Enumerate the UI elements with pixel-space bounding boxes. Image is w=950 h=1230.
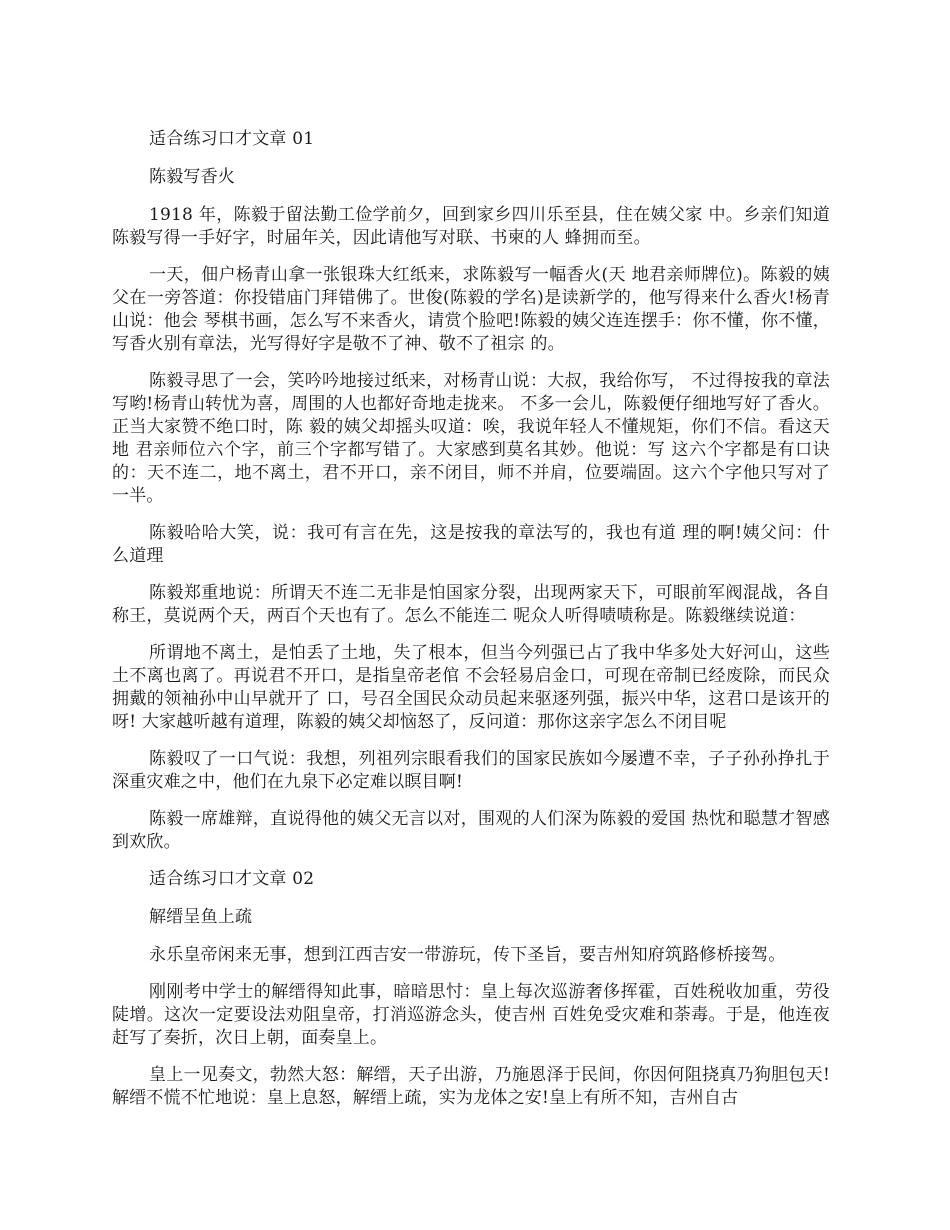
section-1-subheading: 陈毅写香火 <box>149 167 235 187</box>
paragraph: 陈毅寻思了一会，笑吟吟地接过纸来，对杨青山说：大叔，我给你写， 不过得按我的章法写哟!杨青山转忧为喜，周围的人也都好奇地走拢来。 不多一会儿，陈毅便仔细地写好了香火。正当大家赞不绝口时，陈 毅的姨父却摇头叹道：唉，我说年轻人不懂规矩，你们不信。看这天地 君亲师位六个字，前三个字都写错了。大家感到莫名其妙。他说：写 这六个字都是有口诀的：天不连二，地不离土，君不开口，亲不闭目，师不并肩，位要端固。这六个字他只写对了一半。 <box>112 371 830 506</box>
section-2-heading: 适合练习口才文章 02 <box>149 869 315 889</box>
section-2-subheading: 解缙呈鱼上疏 <box>149 907 253 927</box>
paragraph: 一天，佃户杨青山拿一张银珠大红纸来，求陈毅写一幅香火(天 地君亲师牌位)。陈毅的姨父在一旁答道：你投错庙门拜错佛了。世俊(陈毅的学名)是读新学的，他写得来什么香火!杨青山说：他会 琴棋书画，怎么写不来香火，请赏个脸吧!陈毅的姨父连连摆手：你不懂，你不懂，写香火别有章法，光写得好字是敬不了神、敬不了祖宗 的。 <box>112 265 830 354</box>
section-1-heading: 适合练习口才文章 01 <box>149 129 315 149</box>
paragraph: 陈毅叹了一口气说：我想，列祖列宗眼看我们的国家民族如今屡遭不幸，子子孙孙挣扎于深重灾难之中，他们在九泉下必定难以瞑目啊! <box>112 749 830 792</box>
paragraph: 陈毅哈哈大笑，说：我可有言在先，这是按我的章法写的，我也有道 理的啊!姨父问：什么道理 <box>112 523 830 566</box>
paragraph: 刚刚考中学士的解缙得知此事，暗暗思忖：皇上每次巡游奢侈挥霍，百姓税收加重，劳役陡增。这次一定要设法劝阻皇帝，打消巡游念头，使吉州 百姓免受灾难和荼毒。于是，他连夜赶写了奏折，次日上朝，面奏皇上。 <box>112 982 830 1048</box>
paragraph: 所谓地不离土，是怕丢了土地，失了根本，但当今列强已占了我中华多处大好河山，这些土不离也离了。再说君不开口，是指皇帝老倌 不会轻易启金口，可现在帝制已经废除，而民众拥戴的领袖孙中山早就开了 口，号召全国民众动员起来驱逐列强，振兴中华，这君口是该开的呀! 大家越听越有道理，陈毅的姨父却恼怒了，反问道：那你这亲字怎么不闭目呢 <box>112 643 830 732</box>
paragraph: 皇上一见奏文，勃然大怒：解缙，天子出游，乃施恩泽于民间，你因何阻挠真乃狗胆包天! 解缙不慌不忙地说：皇上息怒，解缙上疏，实为龙体之安!皇上有所不知，吉州自古 <box>112 1065 830 1108</box>
document-page <box>112 128 830 1124</box>
paragraph: 1918 年，陈毅于留法勤工俭学前夕，回到家乡四川乐至县，住在姨父家 中。乡亲们知道陈毅写得一手好字，时届年关，因此请他写对联、书柬的人 蜂拥而至。 <box>112 205 830 248</box>
paragraph: 陈毅一席雄辩，直说得他的姨父无言以对，围观的人们深为陈毅的爱国 热忱和聪慧才智感到欢欣。 <box>112 809 830 852</box>
paragraph: 陈毅郑重地说：所谓天不连二无非是怕国家分裂，出现两家天下，可眼前军阀混战，各自称王，莫说两个天，两百个天也有了。怎么不能连二 呢众人听得啧啧称是。陈毅继续说道： <box>112 583 830 626</box>
paragraph: 永乐皇帝闲来无事，想到江西吉安一带游玩，传下圣旨，要吉州知府筑路修桥接驾。 <box>149 945 786 965</box>
